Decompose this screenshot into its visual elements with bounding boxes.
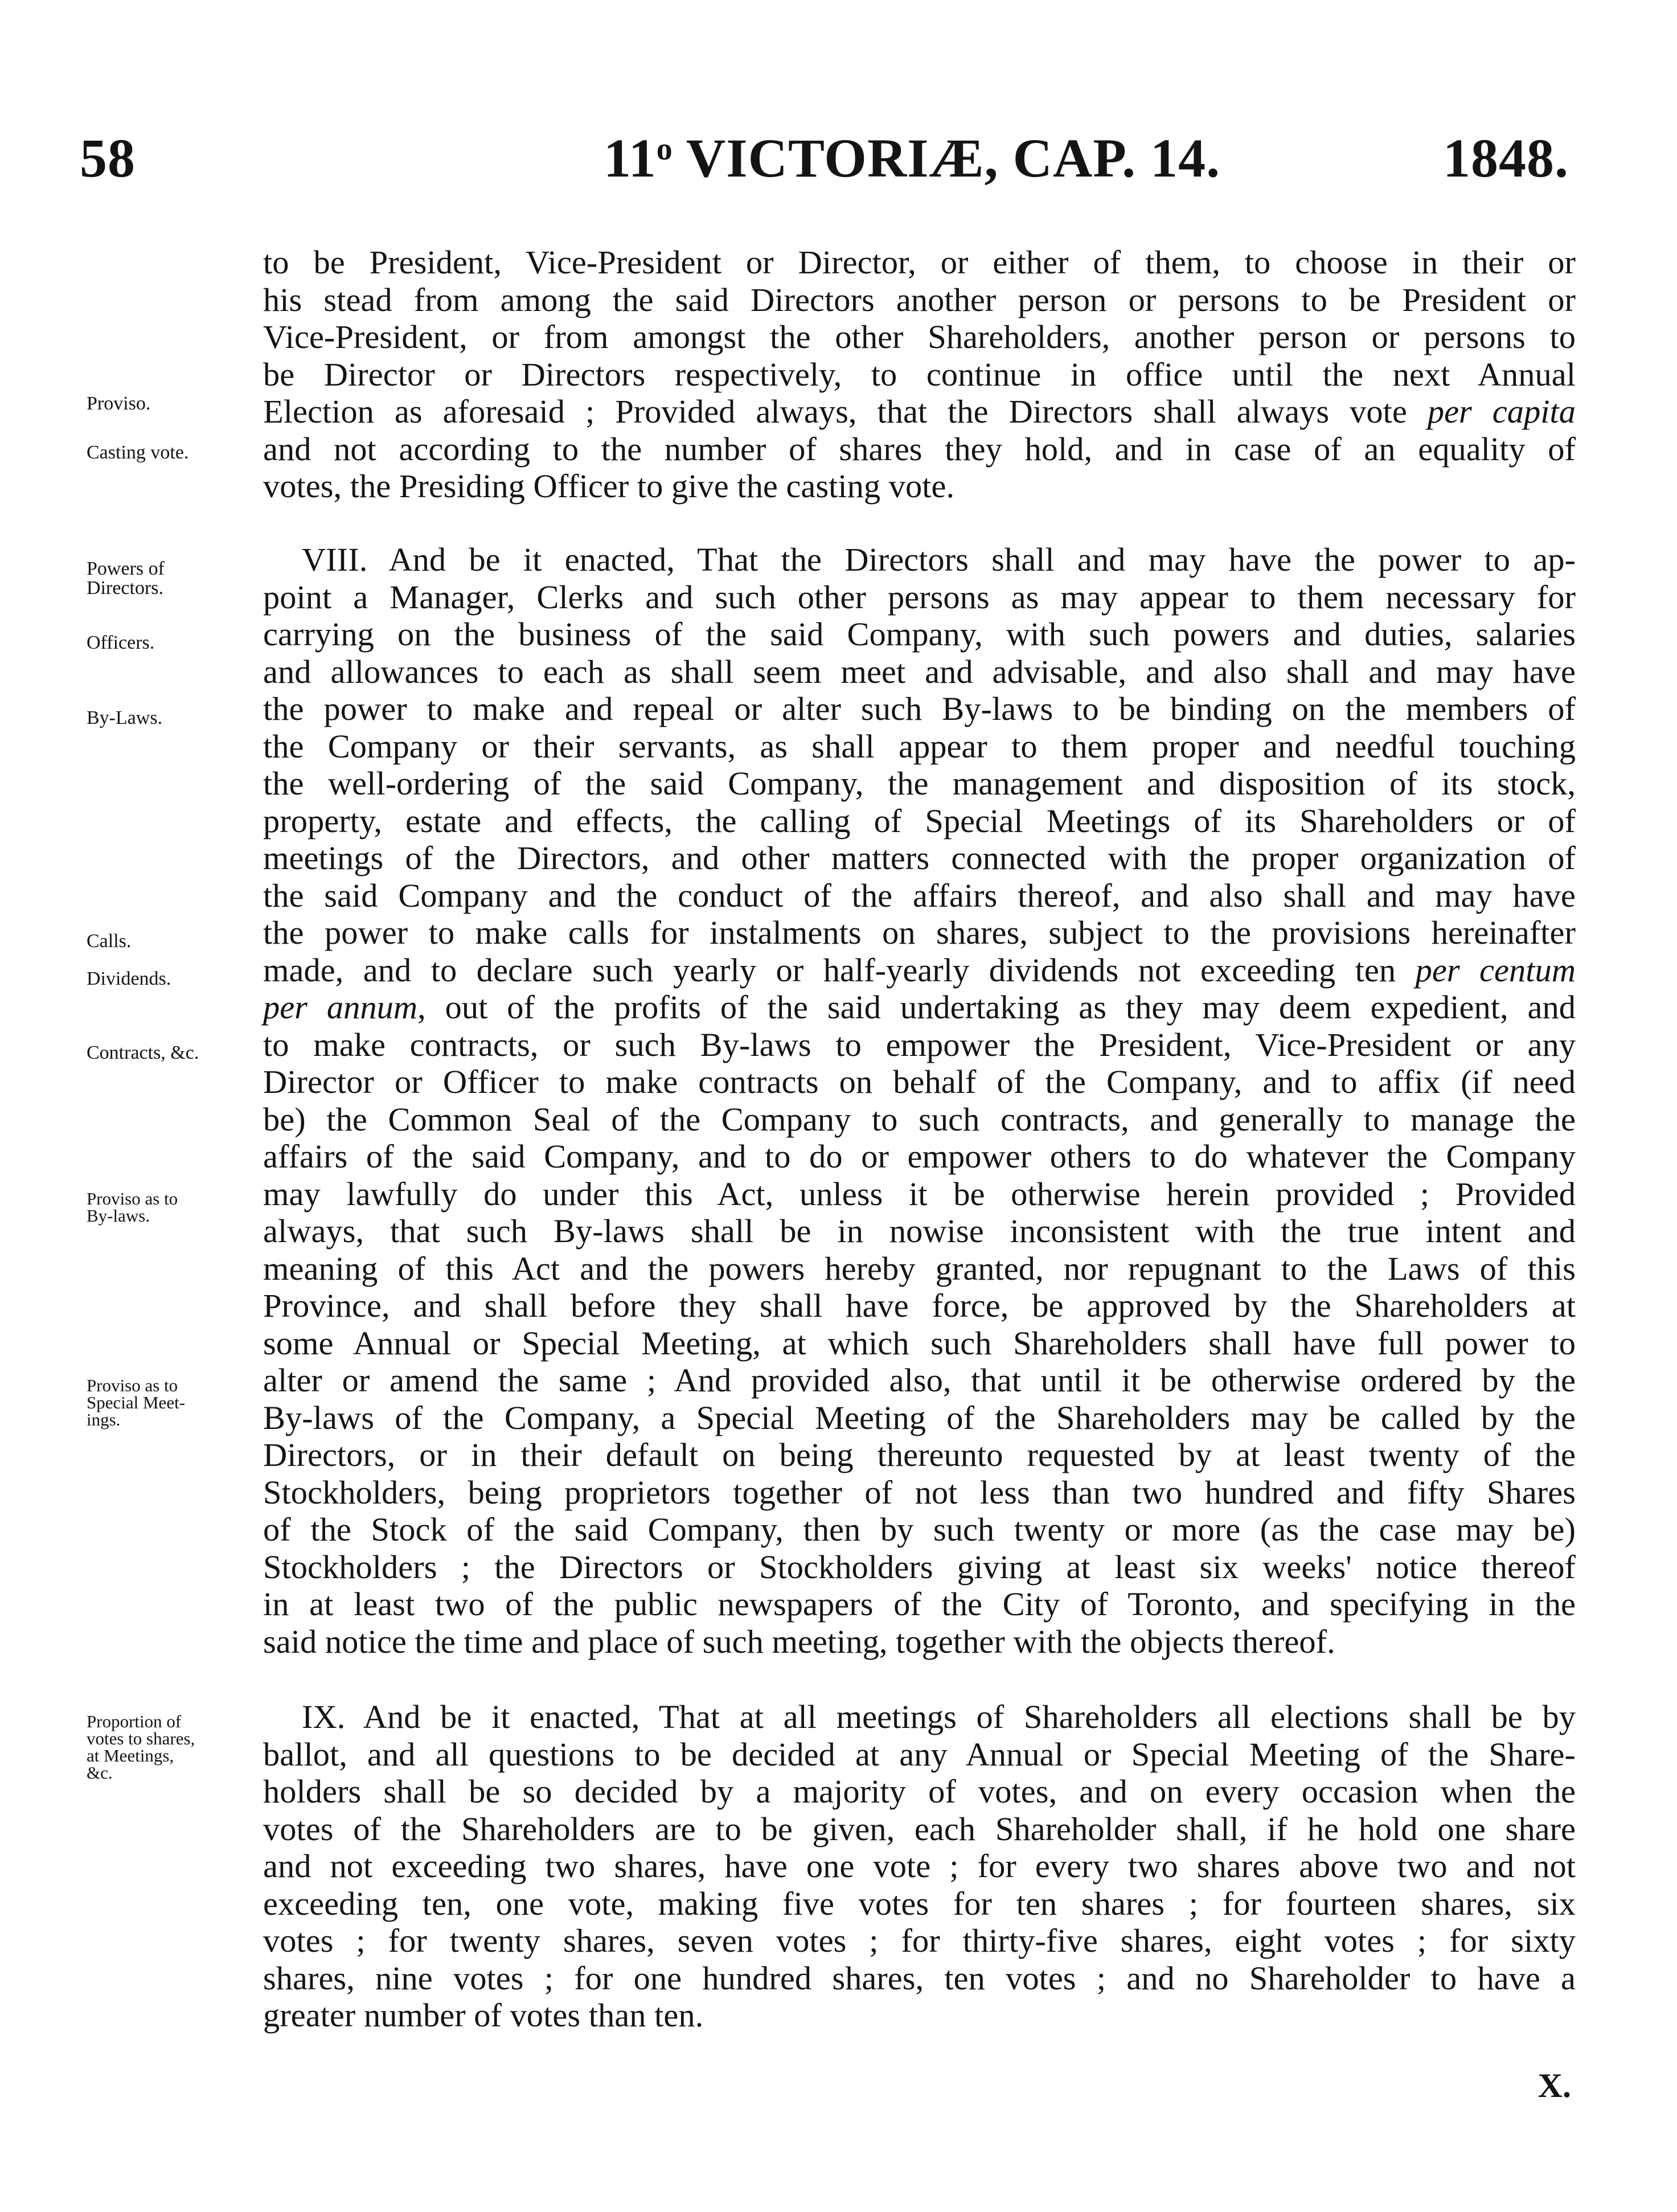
- text-line: greater number of votes than ten.: [263, 1997, 704, 2034]
- text-line: VIII. And be it enacted, That the Directors shall and may have the power to ap-: [302, 541, 1576, 578]
- section-viii: [263, 541, 1576, 1660]
- margin-note-text: at Meetings,: [87, 1746, 174, 1765]
- text-line: the Company or their servants, as shall appear to them proper and needful touching: [263, 727, 1576, 765]
- margin-note-text: ings.: [87, 1410, 121, 1429]
- text-line: carrying on the business of the said Company, with such powers and duties, salaries: [263, 616, 1576, 653]
- title-ordinal-mark: o: [656, 132, 673, 167]
- text-line: may lawfully do under this Act, unless it be otherwise herein provided ; Provided: [263, 1175, 1576, 1212]
- margin-note-text: Proviso as to: [87, 1189, 178, 1209]
- text-line: made, and to declare such yearly or half-yearly dividends not exceeding ten per centum: [263, 951, 1576, 989]
- text-line: point a Manager, Clerks and such other persons as may appear to them necessary for: [263, 578, 1576, 616]
- text-line: the said Company and the conduct of the affairs thereof, and also shall and may have: [263, 876, 1576, 914]
- margin-note-dividends: [87, 969, 252, 989]
- text-line: meetings of the Directors, and other matters connected with the proper organization of: [263, 839, 1576, 876]
- text-line: and not according to the number of shares they hold, and in case of an equality of: [263, 430, 1576, 468]
- running-title: [604, 128, 1221, 189]
- text-line: the power to make and repeal or alter such By-laws to be binding on the members of: [263, 690, 1576, 727]
- text-line: ballot, and all questions to be decided at any Annual or Special Meeting of the Share-: [263, 1735, 1576, 1773]
- text-line: Director or Officer to make contracts on behalf of the Company, and to affix (if need: [263, 1063, 1576, 1100]
- text-line: always, that such By-laws shall be in nowise inconsistent with the true intent and: [263, 1212, 1576, 1250]
- text-line: shares, nine votes ; for one hundred shares, ten votes ; and no Shareholder to have a: [263, 1959, 1576, 1997]
- margin-note-text: By-Laws.: [87, 707, 163, 728]
- text-line: per annum, out of the profits of the said undertaking as they may deem expedient, and: [263, 989, 1576, 1026]
- margin-note-casting-vote: [87, 443, 252, 462]
- text-line: votes ; for twenty shares, seven votes ; for thirty-five shares, eight votes ; for sixty: [263, 1922, 1576, 1959]
- text-line: Stockholders, being proprietors together of not less than two hundred and fifty Shares: [263, 1473, 1576, 1511]
- text-line: his stead from among the said Directors another person or persons to be President or: [263, 281, 1576, 318]
- title-text: VICTORIÆ, CAP. 14.: [673, 128, 1221, 189]
- margin-note-proviso-special-meetings: [87, 1377, 252, 1428]
- text-line: said notice the time and place of such meeting, together with the objects thereof.: [263, 1623, 1335, 1660]
- margin-note-officers: [87, 633, 252, 653]
- text-line: Vice-President, or from amongst the other Shareholders, another person or persons to: [263, 318, 1576, 355]
- margin-note-text: votes to shares,: [87, 1728, 195, 1748]
- text-line: meaning of this Act and the powers hereby granted, nor repugnant to the Laws of this: [263, 1250, 1576, 1287]
- text-line: Province, and shall before they shall have force, be approved by the Shareholders at: [263, 1287, 1576, 1324]
- text-line: the power to make calls for instalments on shares, subject to the provisions hereinafter: [263, 914, 1576, 951]
- text-line: and not exceeding two shares, have one vote ; for every two shares above two and not: [263, 1848, 1576, 1885]
- margin-note-by-laws: [87, 708, 252, 728]
- margin-note-powers-of-directors: [87, 559, 252, 598]
- margin-note-text: Powers of: [87, 558, 165, 579]
- text-line: IX. And be it enacted, That at all meetings of Shareholders all elections shall be by: [302, 1698, 1576, 1735]
- margin-note-proviso: [87, 394, 252, 413]
- text-line: property, estate and effects, the calling of Special Meetings of its Shareholders or of: [263, 802, 1576, 839]
- text-line: some Annual or Special Meeting, at which such Shareholders shall have full power to: [263, 1324, 1576, 1362]
- margin-note-text: By-laws.: [87, 1206, 150, 1226]
- text-line: alter or amend the same ; And provided also, that until it be otherwise ordered by the: [263, 1362, 1576, 1399]
- margin-note-text: Proviso as to: [87, 1375, 178, 1395]
- margin-note-text: Special Meet-: [87, 1392, 186, 1412]
- text-line: of the Stock of the said Company, then by such twenty or more (as the case may be): [263, 1511, 1576, 1548]
- text-line: Directors, or in their default on being thereunto requested by at least twenty of the: [263, 1436, 1576, 1473]
- paragraph-continuation: [263, 244, 1576, 505]
- text-line: By-laws of the Company, a Special Meeting of the Shareholders may be called by the: [263, 1399, 1576, 1436]
- text-line: votes, the Presiding Officer to give the casting vote.: [263, 468, 955, 505]
- margin-note-text: Officers.: [87, 632, 155, 653]
- catchword: X.: [1537, 2067, 1571, 2104]
- margin-note-calls: [87, 932, 252, 951]
- margin-note-text: Casting vote.: [87, 442, 189, 463]
- margin-note-proportion-of-votes: [87, 1713, 252, 1781]
- text-line: to be President, Vice-President or Director, or either of them, to choose in their or: [263, 244, 1576, 281]
- margin-note-text: Contracts, &c.: [87, 1042, 199, 1063]
- margin-note-text: Proviso.: [87, 393, 151, 414]
- margin-note-text: Dividends.: [87, 968, 171, 989]
- text-line: be Director or Directors respectively, to continue in office until the next Annual: [263, 355, 1576, 393]
- section-ix: [263, 1698, 1576, 2034]
- margin-note-text: &c.: [87, 1763, 113, 1783]
- title-regnal-number: 11: [604, 128, 657, 189]
- margin-note-text: Calls.: [87, 931, 132, 952]
- text-line: Stockholders ; the Directors or Stockholders giving at least six weeks' notice thereof: [263, 1548, 1576, 1586]
- text-line: the well-ordering of the said Company, the management and disposition of its stock,: [263, 765, 1576, 802]
- margin-note-text: Proportion of: [87, 1711, 182, 1731]
- text-line: and allowances to each as shall seem meet and advisable, and also shall and may have: [263, 653, 1576, 690]
- text-line: affairs of the said Company, and to do or empower others to do whatever the Company: [263, 1138, 1576, 1175]
- margin-note-text: Directors.: [87, 577, 164, 599]
- margin-note-contracts: [87, 1043, 252, 1063]
- text-line: in at least two of the public newspapers of the City of Toronto, and specifying in the: [263, 1586, 1576, 1623]
- header-year: 1848.: [1443, 128, 1569, 189]
- text-line: holders shall be so decided by a majority of votes, and on every occasion when the: [263, 1773, 1576, 1810]
- page-number: 58: [80, 128, 136, 189]
- text-line: votes of the Shareholders are to be given, each Shareholder shall, if he hold one share: [263, 1810, 1576, 1848]
- text-line: be) the Common Seal of the Company to such contracts, and generally to manage the: [263, 1100, 1576, 1138]
- text-line: exceeding ten, one vote, making five votes for ten shares ; for fourteen shares, six: [263, 1885, 1576, 1922]
- text-line: Election as aforesaid ; Provided always, that the Directors shall always vote per capita: [263, 393, 1576, 430]
- text-line: to make contracts, or such By-laws to empower the President, Vice-President or any: [263, 1026, 1576, 1063]
- margin-note-proviso-bylaws: [87, 1190, 252, 1224]
